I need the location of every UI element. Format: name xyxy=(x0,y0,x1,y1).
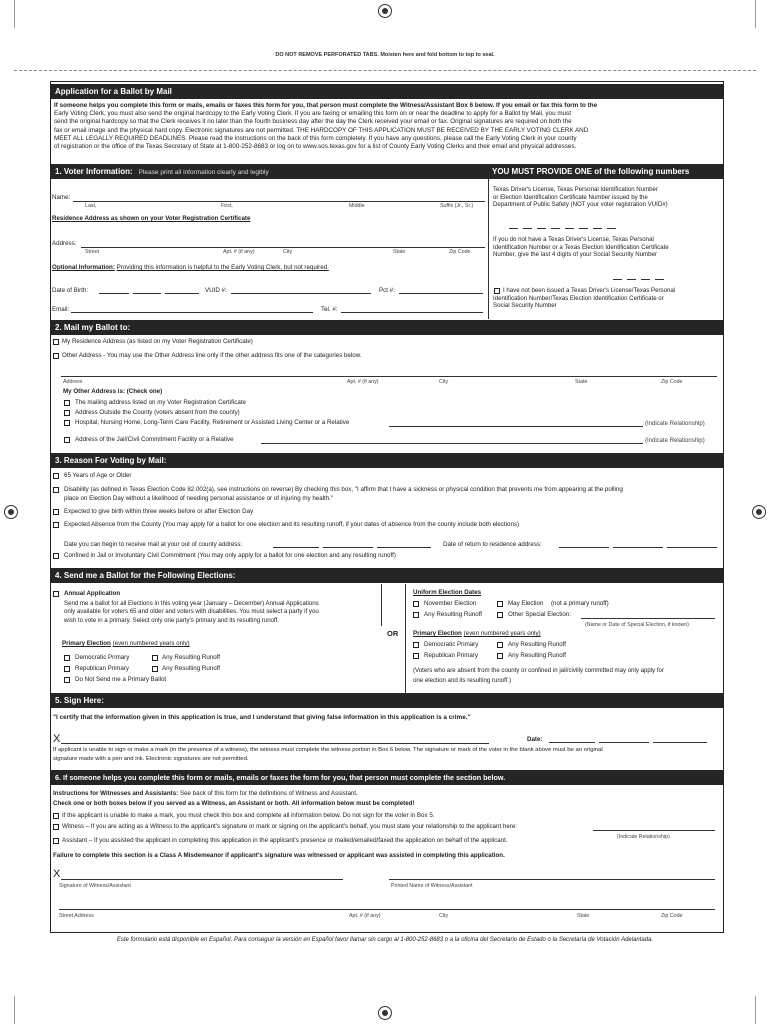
form-title-bar xyxy=(51,84,723,99)
pct-field[interactable] xyxy=(399,293,483,294)
return-date-field[interactable] xyxy=(667,547,717,548)
ssn-digit-field[interactable] xyxy=(641,279,650,280)
return-date-field[interactable] xyxy=(613,547,663,548)
certify-statement: "I certify that the information given in this application is true, and I understand that giving false information in this application is a crime." xyxy=(53,714,471,721)
special-election-checkbox[interactable] xyxy=(497,612,503,618)
witness-x: X xyxy=(53,868,61,880)
rep-primary-label: Republican Primary xyxy=(75,665,129,672)
section-2-bar xyxy=(51,320,723,335)
dl-digit-field[interactable] xyxy=(579,228,588,229)
intro-line: Early Voting Clerk, you must also send the original hardcopy to the Early Voting Clerk. If you are faxing or emailing this form on or near the deadline to apply for a Ballot by Mail, you must xyxy=(54,110,571,118)
name-sub-middle: Middle xyxy=(349,203,365,209)
name-sub-first: First, xyxy=(221,203,233,209)
section-3-bar xyxy=(51,453,723,468)
rep-runoff-checkbox[interactable] xyxy=(152,666,158,672)
dem-primary-right-checkbox[interactable] xyxy=(413,642,419,648)
residence-address-checkbox[interactable] xyxy=(53,339,59,345)
dob-day-field[interactable] xyxy=(133,293,161,294)
begin-date-label: Date you can begin to receive mail at your out of county address: xyxy=(64,541,243,548)
no-primary-checkbox[interactable] xyxy=(64,677,70,683)
uniform-runoff-label: Any Resulting Runoff xyxy=(424,611,483,618)
no-primary-label: Do Not Send me a Primary Ballot xyxy=(75,676,167,683)
perforation-line xyxy=(14,70,756,71)
rep-runoff-right-checkbox[interactable] xyxy=(497,653,503,659)
vuid-label: VUID #: xyxy=(205,287,227,294)
jail-checkbox[interactable] xyxy=(53,553,59,559)
crop-mark xyxy=(14,0,15,28)
november-label: November Election xyxy=(424,600,477,607)
unable-mark-checkbox[interactable] xyxy=(53,813,59,819)
dem-runoff-label: Any Resulting Runoff xyxy=(162,654,221,661)
section-1-title: 1. Voter Information: xyxy=(55,167,133,176)
no-id-text xyxy=(493,287,721,310)
dem-primary-label: Democratic Primary xyxy=(75,654,130,661)
section-4-bar xyxy=(51,568,723,583)
assistant-checkbox[interactable] xyxy=(53,838,59,844)
witness-label: Witness – If you are acting as a Witness to the applicant's signature or mark or signing on the applicant's behalf, you must state your relationship to the applicant here: xyxy=(62,823,517,830)
addr-sub-street: Street xyxy=(85,249,100,255)
registration-mark-top xyxy=(378,4,392,18)
id-numbers-title: YOU MUST PROVIDE ONE of the following numbers xyxy=(492,167,690,176)
check-instruction: Check one or both boxes below if you served as a Witness, an Assistant or both. All information below must be completed! xyxy=(53,800,415,807)
ssn-text-line: Identification Number or a Texas Election Identification Certificate xyxy=(493,243,669,251)
dl-digit-field[interactable] xyxy=(607,228,616,229)
other-addr-sub: State xyxy=(575,379,588,385)
primary-label-right: Primary Election xyxy=(413,630,462,637)
right-note-line: (Voters who are absent from the county or confined in jail/civilly committed may only apply for xyxy=(413,667,664,674)
dem-runoff-right-checkbox[interactable] xyxy=(497,642,503,648)
residence-address-option: My Residence Address (as listed on my Voter Registration Certificate) xyxy=(62,338,253,345)
addr-sub-state: State xyxy=(393,249,406,255)
dem-runoff-checkbox[interactable] xyxy=(152,655,158,661)
special-election-note: (Name or Date of Special Election, if known) xyxy=(585,622,689,628)
uniform-runoff-checkbox[interactable] xyxy=(413,612,419,618)
other-opt-label: The mailing address listed on my Voter Registration Certificate xyxy=(75,399,246,406)
other-addr-sub: Zip Code xyxy=(661,379,683,385)
residence-heading: Residence Address as shown on your Voter Registration Certificate xyxy=(52,215,251,222)
witness-checkbox[interactable] xyxy=(53,824,59,830)
dl-digit-field[interactable] xyxy=(509,228,518,229)
instructions-text: See back of this form for the definitions of Witness and Assistant. xyxy=(179,790,358,797)
dob-label: Date of Birth: xyxy=(52,287,89,294)
application-form xyxy=(50,81,724,933)
email-label: Email: xyxy=(52,306,70,313)
other-opt-checkbox[interactable] xyxy=(64,400,70,406)
other-opt-checkbox[interactable] xyxy=(64,420,70,426)
witness-indicate-relationship: (Indicate Relationship) xyxy=(617,834,670,840)
or-divider-top xyxy=(381,584,382,626)
witness-addr-sub: Apt. # (if any) xyxy=(349,913,381,919)
address-label: Address: xyxy=(52,240,77,247)
section-3-title: 3. Reason For Voting by Mail: xyxy=(55,456,167,465)
spanish-footer: Este formulario está disponible en Español. Para conseguir la versión en Español favor llamar sin cargo al 1-800-252-8683 o a la oficina del Secretario de Estado o la Secretaría de Votación Adelantada. xyxy=(116,937,654,943)
registration-mark-left xyxy=(4,505,18,519)
tel-label: Tel. #: xyxy=(321,306,338,313)
begin-date-field[interactable] xyxy=(323,547,373,548)
rep-primary-right-label: Republican Primary xyxy=(424,652,478,659)
return-date-field[interactable] xyxy=(559,547,609,548)
date-label: Date: xyxy=(527,736,543,743)
other-address-heading: My Other Address is: (Check one) xyxy=(63,388,163,395)
witness-printed-name-field[interactable] xyxy=(389,879,715,880)
other-address-option: Other Address - You may use the Other Address line only if the other address fits one of the categories below. xyxy=(62,352,362,359)
dl-digit-field[interactable] xyxy=(551,228,560,229)
rep-primary-checkbox[interactable] xyxy=(64,666,70,672)
return-date-label: Date of return to residence address: xyxy=(443,541,542,548)
dob-year-field[interactable] xyxy=(165,293,199,294)
pct-label: Pct #: xyxy=(379,287,395,294)
other-opt-label: Address of the Jail/Civil Commitment Facility or a Relative xyxy=(75,436,234,443)
other-address-checkbox[interactable] xyxy=(53,353,59,359)
ssn-text-line: If you do not have a Texas Driver's License, Texas Personal xyxy=(493,236,654,243)
intro-line: MEET ALL LEGALLY REQUIRED DEADLINES. Please read the instructions on the back of this form completely. If you have any questions, please call the Early Voting Clerk in your county xyxy=(54,134,577,142)
dl-number-text xyxy=(493,186,721,209)
right-note-line: one election and its resulting runoff.) xyxy=(413,677,512,684)
intro-line: of registration or the office of the Texas Secretary of State at 1-800-252-8683 or log on to www.sos.texas.gov for a list of County Early Voting Clerks and their email and physical addresses. xyxy=(54,143,577,151)
registration-mark-right xyxy=(752,505,766,519)
optional-info xyxy=(52,264,329,272)
birth-checkbox[interactable] xyxy=(53,509,59,515)
crop-mark xyxy=(755,0,756,28)
other-addr-sub: Apt. # (if any) xyxy=(347,379,379,385)
may-checkbox[interactable] xyxy=(497,601,503,607)
applicant-signature-field[interactable] xyxy=(61,743,489,744)
addr-sub-city: City xyxy=(283,249,293,255)
ssn-text-line: Number, give the last 4 digits of your Social Security Number xyxy=(493,251,657,259)
optional-text: Providing this information is helpful to the Early Voting Clerk, but not required. xyxy=(116,264,329,271)
annual-text-line: wish to vote in a primary. Select only one party's primary and its resulting runoff. xyxy=(64,616,279,624)
dl-text-line: Texas Driver's License, Texas Personal Identification Number xyxy=(493,186,658,193)
unable-mark-label: If the applicant is unable to make a mark, you must check this box and complete all information below. Do not sign for the voter in Box 5. xyxy=(62,812,435,819)
november-checkbox[interactable] xyxy=(413,601,419,607)
no-id-line: Social Security Number xyxy=(493,302,557,310)
no-id-line: Identification Number/Texas Election Identification Certificate or xyxy=(493,294,664,302)
witness-addr-sub: Street Address xyxy=(59,913,94,919)
dl-digit-field[interactable] xyxy=(593,228,602,229)
section-1-subtitle: Please print all information clearly and legibly xyxy=(138,169,269,176)
no-id-line: I have not been issued a Texas Driver's License/Texas Personal xyxy=(503,287,676,294)
instructions-heading: Instructions for Witnesses and Assistants: xyxy=(53,790,179,797)
special-election-field[interactable] xyxy=(581,618,715,619)
witness-addr-sub: State xyxy=(577,913,590,919)
signature-note: If applicant is unable to sign or make a mark (in the presence of a witness), the witness must complete the witness portion in Box 6 below. The signature or mark of the voter in the blank above must be an original xyxy=(53,747,603,753)
annual-checkbox[interactable] xyxy=(53,591,59,597)
primary-left xyxy=(62,640,190,648)
disability-option: Disability (as defined in Texas Election Code 82.002(a), see instructions on reverse) By checking this box, "I affirm that I have a sickness or physical condition that prevents me from appearing at the polling xyxy=(64,486,623,493)
signature-note-cont: signature made with a pen and ink. Electronic signatures are not permitted. xyxy=(53,756,249,762)
ssn-digit-field[interactable] xyxy=(613,279,622,280)
witness-signature-label: Signature of Witness/Assistant xyxy=(59,883,131,889)
may-note: (not a primary runoff) xyxy=(551,600,609,607)
witness-addr-sub: City xyxy=(439,913,449,919)
ssn-digit-field[interactable] xyxy=(627,279,636,280)
section-4-title: 4. Send me a Ballot for the Following Elections: xyxy=(55,571,236,580)
assistant-label: Assistant – If you assisted the applicant in completing this application in the applicant's presence or mailed/emailed/faxed the application on behalf of the applicant. xyxy=(62,837,508,844)
right-note xyxy=(413,666,719,686)
or-divider xyxy=(405,584,406,694)
uniform-label: Uniform Election Dates xyxy=(413,589,482,596)
addr-sub-zip: Zip Code xyxy=(449,249,471,255)
sign-date-field[interactable] xyxy=(653,742,707,743)
relationship-field[interactable] xyxy=(261,443,643,444)
may-label: May Election xyxy=(508,600,544,607)
primary-label: Primary Election xyxy=(62,640,111,647)
sign-date-field[interactable] xyxy=(599,742,649,743)
addr-sub-apt: Apt. # (if any) xyxy=(223,249,255,255)
other-opt-checkbox[interactable] xyxy=(64,410,70,416)
absence-option: Expected Absence from the County (You may apply for a ballot for one election and its resulting runoff, if your dates of absence from the county include both elections) xyxy=(64,521,520,528)
form-title: Application for a Ballot by Mail xyxy=(55,87,172,96)
begin-date-field[interactable] xyxy=(377,547,431,548)
indicate-relationship: (Indicate Relationship) xyxy=(645,438,705,444)
dl-digit-field[interactable] xyxy=(523,228,532,229)
registration-mark-bottom xyxy=(378,1006,392,1020)
birth-option: Expected to give birth within three weeks before or after Election Day xyxy=(64,508,254,515)
name-label: Name: xyxy=(52,194,71,201)
age-65-option: 65 Years of Age or Older xyxy=(64,472,132,479)
annual-text-line: Send me a ballot for all Elections in this voting year (January – December) Annual Applications xyxy=(64,600,319,607)
annual-text-line: only available for voters 65 and older and voters with disabilities. You must select a party if you xyxy=(64,608,319,616)
other-opt-label: Hospital, Nursing Home, Long-Term Care Facility, Retirement or Assisted Living Center or a Relative xyxy=(75,419,350,426)
witness-relationship-field[interactable] xyxy=(593,830,715,831)
ssn-text xyxy=(493,236,721,259)
absence-checkbox[interactable] xyxy=(53,522,59,528)
section-1-divider xyxy=(488,179,489,319)
other-address-field[interactable] xyxy=(61,376,717,377)
email-field[interactable] xyxy=(71,312,313,313)
section-2-title: 2. Mail my Ballot to: xyxy=(55,323,131,332)
section-6-title: 6. If someone helps you complete this form or mails, emails or faxes the form for you, that person must complete the section below. xyxy=(55,773,506,782)
name-field[interactable] xyxy=(73,201,485,202)
jail-option: Confined in Jail or Involuntary Civil Commitment (You may only apply for a ballot for one election and any resulting runoff) xyxy=(64,552,396,559)
other-addr-sub: Address xyxy=(63,379,83,385)
instructions-line xyxy=(53,790,358,798)
failure-warning: Failure to complete this section is a Class A Misdemeanor if applicant's signature was witnessed or applicant was assisted in completing this application. xyxy=(53,852,505,859)
intro-line: send the original hardcopy so that the Clerk receives it no later than the fourth business day after the day the Clerk received your email or fax. Original signatures are required on both the xyxy=(54,118,572,126)
annual-text xyxy=(64,600,384,625)
top-note: DO NOT REMOVE PERFORATED TABS. Moisten here and fold bottom to top to seal. xyxy=(275,52,495,58)
primary-right xyxy=(413,630,541,638)
dl-text-line: Department of Public Safety (NOT your voter registration VUID#) xyxy=(493,201,668,209)
rep-runoff-label: Any Resulting Runoff xyxy=(162,665,221,672)
disability-checkbox[interactable] xyxy=(53,487,59,493)
rep-primary-right-checkbox[interactable] xyxy=(413,653,419,659)
relationship-field[interactable] xyxy=(389,426,643,427)
primary-note-right: (even numbered years only) xyxy=(463,630,541,637)
dob-month-field[interactable] xyxy=(99,293,129,294)
witness-signature-field[interactable] xyxy=(61,879,343,880)
witness-printed-label: Printed Name of Witness/Assistant xyxy=(391,883,473,889)
optional-heading: Optional Information: xyxy=(52,264,115,271)
dem-primary-checkbox[interactable] xyxy=(64,655,70,661)
dem-runoff-right-label: Any Resulting Runoff xyxy=(508,641,567,648)
other-addr-sub: City xyxy=(439,379,449,385)
crop-mark xyxy=(14,996,15,1024)
residence-address-field[interactable] xyxy=(81,247,485,248)
other-opt-checkbox[interactable] xyxy=(64,437,70,443)
name-sub-last: Last, xyxy=(85,203,97,209)
section-1-bar xyxy=(51,164,723,179)
no-id-checkbox[interactable] xyxy=(494,288,500,294)
intro-text xyxy=(54,102,720,151)
tel-field[interactable] xyxy=(341,312,483,313)
begin-date-field[interactable] xyxy=(273,547,319,548)
rep-runoff-right-label: Any Resulting Runoff xyxy=(508,652,567,659)
intro-line: fax or email image and the physical hard copy. Electronic signatures are not permitted. THE HARDCOPY OF THIS APPLICATION MUST BE RECEIVED BY THE EARLY VOTING CLERK AND xyxy=(54,126,589,134)
section-5-title: 5. Sign Here: xyxy=(55,696,104,705)
dem-primary-right-label: Democratic Primary xyxy=(424,641,479,648)
witness-address-field[interactable] xyxy=(59,909,715,910)
or-label: OR xyxy=(387,629,399,638)
name-sub-suffix: Suffix (Jr., Sr.) xyxy=(440,203,474,209)
intro-line: If someone helps you complete this form or mails, emails or faxes this form for you, that person must complete the Witness/Assistant Box 6 below. If you email or fax this form to the xyxy=(54,102,598,109)
sign-date-field[interactable] xyxy=(549,742,595,743)
section-6-bar xyxy=(51,770,723,785)
signature-x: X xyxy=(53,733,61,745)
ssn-digit-field[interactable] xyxy=(655,279,664,280)
indicate-relationship: (Indicate Relationship) xyxy=(645,421,705,427)
section-5-bar xyxy=(51,693,723,708)
vuid-field[interactable] xyxy=(231,293,371,294)
annual-label: Annual Application xyxy=(64,590,121,597)
dl-digit-field[interactable] xyxy=(565,228,574,229)
dl-text-line: or Election Identification Certificate Number issued by the xyxy=(493,193,648,201)
special-election-label: Other Special Election: xyxy=(508,611,571,618)
witness-addr-sub: Zip Code xyxy=(661,913,683,919)
age-65-checkbox[interactable] xyxy=(53,473,59,479)
crop-mark xyxy=(755,996,756,1024)
primary-note: (even numbered years only) xyxy=(112,640,190,647)
disability-option-cont: place on Election Day without a likelihood of needing personal assistance or of injuring my health." xyxy=(64,495,334,502)
other-opt-label: Address Outside the County (voters absent from the county) xyxy=(75,409,240,416)
dl-digit-field[interactable] xyxy=(537,228,546,229)
